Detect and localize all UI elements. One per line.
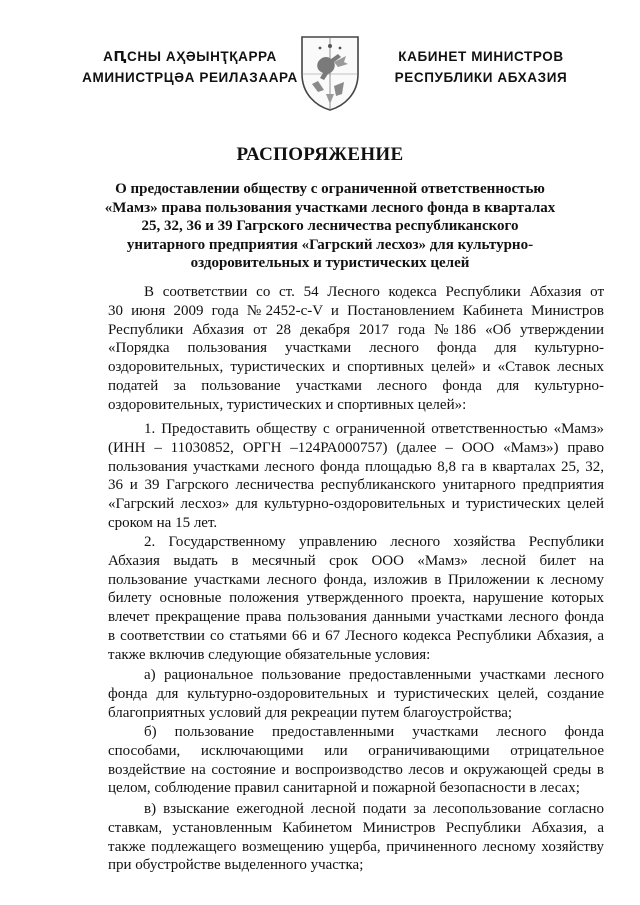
header-abkhaz xyxy=(80,46,300,88)
text-line: оздоровительных, туристических и спортивных целей» и «Ставок лесных xyxy=(108,359,604,376)
item-2b-paragraph xyxy=(108,723,604,798)
header-abkhaz-line: АМИНИСТРЦӘА РЕИЛАЗААРА xyxy=(82,70,298,85)
document-title: РАСПОРЯЖЕНИЕ xyxy=(236,144,404,165)
text-line: фонда для культурно-оздоровительных и туристических целей, создание xyxy=(108,685,604,702)
item-2c-paragraph xyxy=(108,800,604,875)
item-2a-paragraph xyxy=(108,666,604,722)
subject-line: оздоровительных и туристических целей xyxy=(190,255,470,272)
text-line: Абхазия выдать в месячный срок ООО «Мамз» лесной билет на xyxy=(108,552,604,569)
text-line: б) пользование предоставленными участками лесного фонда xyxy=(144,724,604,740)
text-line: пользование участками лесного фонда, изложив в Приложении к лесному xyxy=(108,571,604,588)
text-line: Республики Абхазия от 28 декабря 2017 года №186 «Об утверждении xyxy=(108,321,604,338)
text-line: 30 июня 2009 года №2452-с-V и Постановлением Кабинета Министров xyxy=(108,302,604,319)
subject-line: «Мамз» права пользования участками лесного фонда в кварталах xyxy=(104,199,556,216)
header-abkhaz-line: АԤСНЫ АҲӘЫНҬҚАРРА xyxy=(103,49,277,64)
text-line: в соответствии со статьями 66 и 67 Лесного кодекса Республики Абхазия, а xyxy=(108,627,604,644)
header-russian-line: КАБИНЕТ МИНИСТРОВ xyxy=(398,49,564,64)
subject-line: О предоставлении обществу с ограниченной ответственностью xyxy=(115,181,545,197)
text-line: «Порядка пользования участками лесного фонда для культурно- xyxy=(108,340,604,357)
text-line: оздоровительных, туристических и спортивных целей»: xyxy=(108,396,467,413)
text-line: 1. Предоставить обществу с ограниченной ответственностью «Мамз» xyxy=(144,421,604,437)
text-line: целом, соблюдение правил санитарной и пожарной безопасности в лесах; xyxy=(108,780,580,797)
text-line: билету основные положения утвержденного проекта, нарушение которых xyxy=(108,590,604,607)
text-line: в) взыскание ежегодной лесной подати за лесопользование согласно xyxy=(144,801,604,817)
item-1-paragraph xyxy=(108,420,604,533)
item-2-paragraph xyxy=(108,533,604,665)
subject-line: 25, 32, 36 и 39 Гагрского лесничества республиканского xyxy=(141,218,519,235)
text-line: сроком на 15 лет. xyxy=(108,514,218,531)
text-line: а) рациональное пользование предоставленными участками лесного xyxy=(144,667,604,683)
text-line: пользования участками лесного фонда площадью 8,8 га в кварталах 25, 32, xyxy=(108,458,604,475)
text-line: В соответствии со ст. 54 Лесного кодекса Республики Абхазия от xyxy=(144,284,604,300)
text-line: (ИНН – 11030852, ОРГН –124РА000757) (далее – ООО «Мамз») право xyxy=(108,439,604,456)
text-line: также включив следующие обязательные условия: xyxy=(108,646,431,663)
header-russian xyxy=(376,46,586,88)
text-line: ставкам, установленным Кабинетом Министров Республики Абхазия, а xyxy=(108,819,604,836)
text-line: «Гагрский лесхоз» для культурно-оздоровительных и туристических целей xyxy=(108,496,604,513)
header-russian-line: РЕСПУБЛИКИ АБХАЗИЯ xyxy=(394,70,568,85)
text-line: при обустройстве выделенного участка; xyxy=(108,857,364,874)
text-line: влечет прекращение права пользования данными участками лесного фонда xyxy=(108,609,604,626)
text-line: также подлежащего возмещению ущерба, причиненного лесному хозяйству xyxy=(108,838,604,855)
document-subject xyxy=(100,180,560,273)
text-line: податей за пользование участками лесного фонда для культурно- xyxy=(108,377,604,394)
subject-line: унитарного предприятия «Гагрский лесхоз» для культурно- xyxy=(126,236,534,253)
text-line: благоприятных условий для рекреации путем благоустройства; xyxy=(108,704,513,721)
coat-of-arms-icon xyxy=(298,34,362,112)
text-line: 2. Государственному управлению лесного хозяйства Республики xyxy=(144,534,604,550)
text-line: воздействие на состояние и воспроизводство лесов и окружающей среды в xyxy=(108,761,604,778)
text-line: 36 и 39 Гагрского лесничества республиканского унитарного предприятия xyxy=(108,477,604,494)
preamble-paragraph xyxy=(108,283,604,415)
text-line: способами, исключающими или ограничивающими отрицательное xyxy=(108,742,604,759)
